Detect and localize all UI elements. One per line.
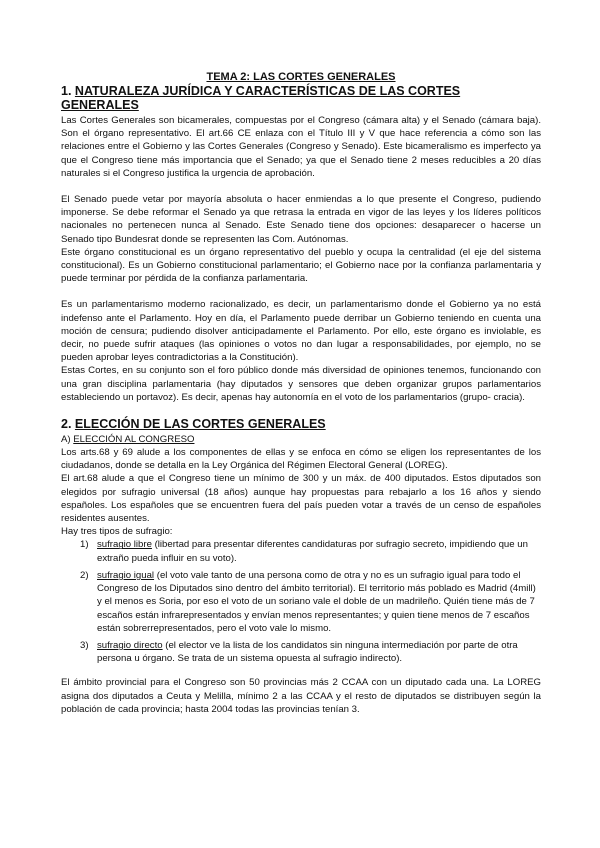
section-2-heading [61, 417, 541, 431]
suffrage-term: sufragio libre [97, 539, 152, 551]
paragraph: El ámbito provincial para el Congreso son 50 provincias más 2 CCAA con un diputado cada una. La LOREG asigna dos diputados a Ceuta y Melilla, mínimo 2 a las CCAA y el resto de diputados se distribuyen según la población de cada provincia; hasta 2004 todas las provincias tenían 3. [61, 677, 541, 715]
subsection-heading [61, 433, 541, 446]
paragraph: El art.68 alude a que el Congreso tiene un mínimo de 300 y un máx. de 400 diputados. Estos diputados son elegidos por sufragio universal (18 años) aunque hay propuestas para rebajarlo a los 16 años y siendo españoles. Los españoles que se encuentren fuera del país pueden votar a través de un censo de españoles residentes ausentes. [61, 473, 541, 525]
suffrage-term: sufragio igual [97, 569, 155, 581]
suffrage-list [61, 538, 541, 665]
list-item [61, 569, 541, 635]
list-number: 3) [80, 639, 89, 651]
section-2-title: ELECCIÓN DE LAS CORTES GENERALES [74, 417, 326, 432]
suffrage-description: (el elector ve la lista de los candidatos sin ninguna intermediación por parte de otra persona u órgano. Se trata de un sistema opuesta al sufragio indirecto). [97, 639, 518, 665]
document-page [61, 70, 541, 716]
paragraph: Las Cortes Generales son bicamerales, compuestas por el Congreso (cámara alta) y el Senado (cámara baja). Son el órgano representativo. El art.66 CE enlaza con el Título III y V que hace referencia a cómo son las relaciones entre el Gobierno y las Cortes Generales (Congreso y Senado). Este bicameralismo es imperfecto ya que el Congreso tiene más importancia que el Senado; ya que el Senado tiene 2 meses reducibles a 20 días naturales si el Congreso justifica la urgencia de aprobación. [61, 115, 541, 179]
section-1-title: NATURALEZA JURÍDICA Y CARACTERÍSTICAS DE LAS CORTES GENERALES [61, 84, 461, 112]
document-title: TEMA 2: LAS CORTES GENERALES [206, 71, 396, 83]
suffrage-term: sufragio directo [97, 639, 163, 651]
list-item [61, 538, 541, 564]
section-2-number: 2. [61, 417, 72, 432]
paragraph: Hay tres tipos de sufragio: [61, 526, 173, 538]
paragraph: Este órgano constitucional es un órgano representativo del pueblo y ocupa la centralidad (el eje del sistema constitucional). Es un Gobierno constitucional parlamentario; el Gobierno nace por la confianza parlamentaria y puede terminar por pérdida de la confianza parlamentaria. [61, 246, 541, 285]
paragraph: Es un parlamentarismo moderno racionalizado, es decir, un parlamentarismo donde el Gobierno ya no está indefenso ante el Parlamento. Hoy en día, el Parlamento puede derribar un Gobierno teniendo en cuenta una moción de censura; pudiendo disolver anticipadamente el Parlamento. Por ello, este órgano es inviolable, es decir, no puede sufrir ataques (las opiniones o votos no dan lugar a responsabilidades, por ejemplo, no se pueden aprobar leyes contradictorias a la Constitución). [61, 299, 541, 364]
list-item [61, 639, 541, 665]
section-1-number: 1. [61, 84, 72, 98]
suffrage-description: (el voto vale tanto de una persona como de otra y no es un sufragio igual para todo el Congreso de los Diputados sino dentro del ámbito territorial). El territorio más poblado es Madrid (4mill) y el menos es Soria, por eso el voto de un soriano vale el doble de un madrileño. Quién tiene más de 7 escaños están infrarepresentados y envían menos representantes; y quien tiene menos de 7 escaños están sobrerrepresentados, pero el voto vale lo mismo. [97, 569, 536, 634]
paragraph: Los arts.68 y 69 alude a los componentes de ellas y se enfoca en cómo se eligen los representantes de los ciudadanos, donde se detalla en la Ley Orgánica del Régimen Electoral General (LOREG). [61, 447, 541, 472]
subsection-title: ELECCIÓN AL CONGRESO [73, 434, 195, 446]
list-number: 2) [80, 569, 89, 581]
suffrage-description: (libertad para presentar diferentes candidaturas por sufragio secreto, impidiendo que un extraño pueda influir en su voto). [97, 539, 528, 564]
paragraph: El Senado puede vetar por mayoría absoluta o hacer enmiendas a lo que presente el Congreso, pudiendo imponerse. Se debe reformar el Senado ya que retrasa la entrada en vigor de las leyes y los líderes políticos nacionales no pertenecen nunca al Senado. Este Senado tiene dos opciones: desaparecer o hacerse un Senado tipo Bundesrat donde se representen las Com. Autónomas. [61, 194, 541, 245]
list-number: 1) [80, 539, 89, 551]
section-1-heading [61, 84, 541, 112]
subsection-prefix: A) [61, 434, 71, 446]
paragraph: Estas Cortes, en su conjunto son el foro público donde más diversidad de opiniones tenemos, funcionando con una gran disciplina parlamentaria (hay diputados y sensores que deben organizar grupos parlamentarios estableciendo un portavoz). Es decir, apenas hay autonomía en el voto de los parlamentarios (grupo- cracia). [61, 365, 541, 403]
